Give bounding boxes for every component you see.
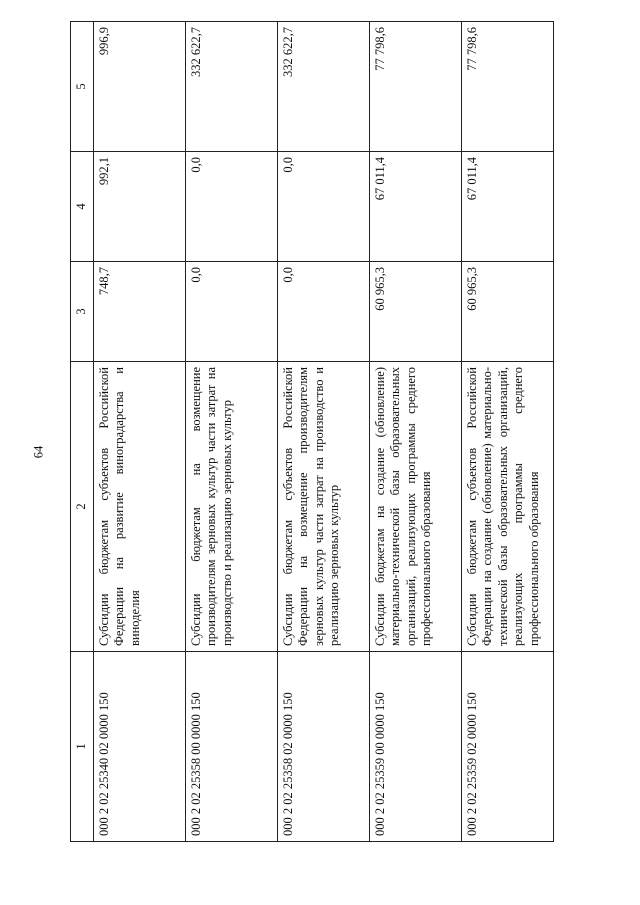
description: Субсидии бюджетам на возмещение производителям зерновых культур части затрат на производство и реализацию зерновых культур: [185, 362, 277, 652]
value-col-5: 77 798,6: [369, 22, 461, 152]
description: Субсидии бюджетам субъектов Российской Федерации на развитие виноградарства и виноделия: [93, 362, 185, 652]
table-row: [93, 22, 185, 842]
value-col-4: 0,0: [277, 152, 369, 262]
col-header-3: 3: [71, 262, 94, 362]
col-header-4: 4: [71, 152, 94, 262]
budget-code: 000 2 02 25359 00 0000 150: [369, 652, 461, 842]
budget-code: 000 2 02 25358 02 0000 150: [277, 652, 369, 842]
value-col-3: 60 965,3: [369, 262, 461, 362]
value-col-5: 996,9: [93, 22, 185, 152]
table-row: [277, 22, 369, 842]
value-col-3: 60 965,3: [461, 262, 553, 362]
header-row: [71, 22, 94, 842]
table-row: [369, 22, 461, 842]
value-col-5: 77 798,6: [461, 22, 553, 152]
description: Субсидии бюджетам субъектов Российской Федерации на создание (обновление) материально-технической базы образовательных организаций, реализующих программы среднего профессионального образования: [461, 362, 553, 652]
description: Субсидии бюджетам субъектов Российской Федерации на возмещение производителям зерновых культур части затрат на производство и реализацию зерновых культур: [277, 362, 369, 652]
budget-code: 000 2 02 25359 02 0000 150: [461, 652, 553, 842]
rotated-page-content: [40, 27, 600, 872]
value-col-4: 0,0: [185, 152, 277, 262]
value-col-4: 992,1: [93, 152, 185, 262]
value-col-3: 748,7: [93, 262, 185, 362]
col-header-1: 1: [71, 652, 94, 842]
budget-table: [70, 21, 554, 842]
table-row: [461, 22, 553, 842]
table-row: [185, 22, 277, 842]
col-header-2: 2: [71, 362, 94, 652]
description: Субсидии бюджетам на создание (обновление) материально-технической базы образовательных организаций, реализующих программы среднего профессионального образования: [369, 362, 461, 652]
value-col-5: 332 622,7: [185, 22, 277, 152]
budget-code: 000 2 02 25358 00 0000 150: [185, 652, 277, 842]
value-col-5: 332 622,7: [277, 22, 369, 152]
page-number: 64: [31, 445, 46, 459]
col-header-5: 5: [71, 22, 94, 152]
budget-code: 000 2 02 25340 02 0000 150: [93, 652, 185, 842]
value-col-3: 0,0: [185, 262, 277, 362]
value-col-3: 0,0: [277, 262, 369, 362]
value-col-4: 67 011,4: [369, 152, 461, 262]
value-col-4: 67 011,4: [461, 152, 553, 262]
